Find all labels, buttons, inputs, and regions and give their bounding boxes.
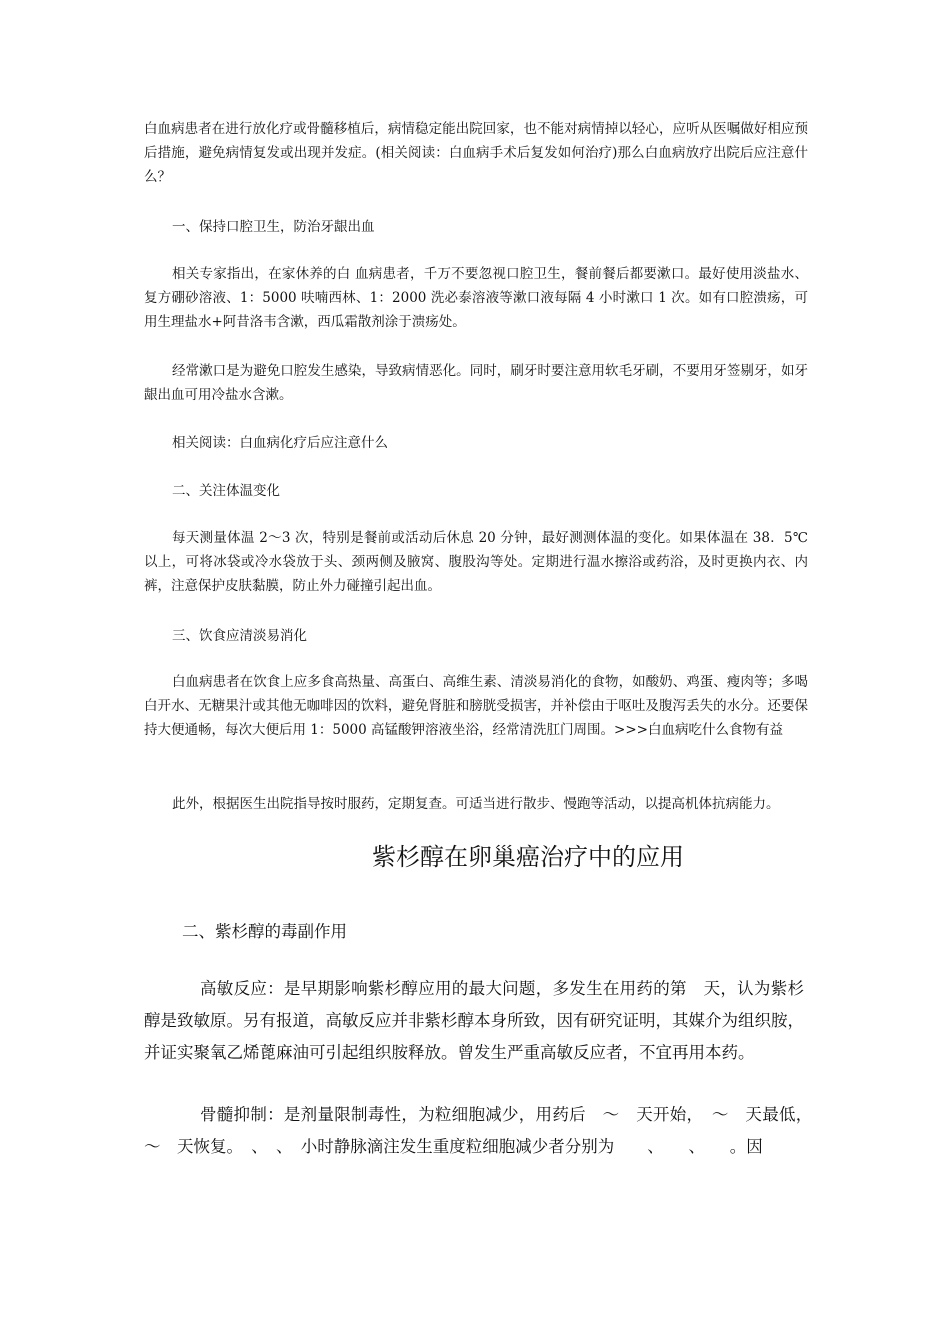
section-heading-oral-hygiene: 一、保持口腔卫生，防治牙龈出血 (172, 219, 375, 235)
paragraph-mouthwash: 经常漱口是为避免口腔发生感染，导致病情恶化。同时，刷牙时要注意用软毛牙刷，不要用牙签剔牙，如牙龈出血可用冷盐水含漱。 (144, 363, 808, 403)
paragraph-bone-marrow: 骨髓抑制：是剂量限制毒性，为粒细胞减少，用药后 ～ 天开始， ～ 天最低， ～ 天恢复。 、 、 小时静脉滴注发生重度粒细胞减少者分别为 、 、 。因 (144, 1105, 821, 1156)
related-reading-link[interactable]: 相关阅读：白血病化疗后应注意什么 (172, 435, 388, 451)
article-title: 紫杉醇在卵巢癌治疗中的应用 (372, 843, 684, 871)
paragraph-temperature: 每天测量体温 2～3 次，特别是餐前或活动后休息 20 分钟，最好测测体温的变化。如果体温在 38．5℃以上，可将冰袋或冷水袋放于头、颈两侧及腋窝、腹股沟等处。定期进行温水擦浴或药浴，及时更换内衣、内裤，注意保护皮肤黏膜，防止外力碰撞引起出血。 (144, 530, 808, 594)
section-heading-temperature: 二、关注体温变化 (172, 483, 280, 499)
paragraph-follow-up: 此外，根据医生出院指导按时服药，定期复查。可适当进行散步、慢跑等活动，以提高机体抗病能力。 (172, 796, 780, 812)
intro-paragraph: 白血病患者在进行放化疗或骨髓移植后，病情稳定能出院回家，也不能对病情掉以轻心，应听从医嘱做好相应预后措施，避免病情复发或出现并发症。(相关阅读：白血病手术后复发如何治疗)那么白血病放疗出院后应注意什么？ (144, 121, 808, 185)
section-heading-diet: 三、饮食应清淡易消化 (172, 628, 307, 644)
paragraph-hypersensitivity: 高敏反应：是早期影响紫杉醇应用的最大问题，多发生在用药的第 天，认为紫杉醇是致敏原。另有报道，高敏反应并非紫杉醇本身所致，因有研究证明，其媒介为组织胺，并证实聚氧乙烯蓖麻油可引起组织胺释放。曾发生严重高敏反应者，不宜再用本药。 (144, 979, 804, 1062)
paragraph-diet: 白血病患者在饮食上应多食高热量、高蛋白、高维生素、清淡易消化的食物，如酸奶、鸡蛋、瘦肉等；多喝白开水、无糖果汁或其他无咖啡因的饮料，避免肾脏和膀胱受损害，并补偿由于呕吐及腹泻丢失的水分。还要保持大便通畅，每次大便后用 1：5000 高锰酸钾溶液坐浴，经常清洗肛门周围。>>>白血病吃什么食物有益 (144, 674, 808, 738)
paragraph-oral-hygiene: 相关专家指出，在家休养的白 血病患者，千万不要忽视口腔卫生，餐前餐后都要漱口。最好使用淡盐水、复方硼砂溶液、1：5000 呋喃西林、1：2000 洗必泰溶液等漱口液每隔 4 小时漱口 1 次。如有口腔溃疡，可用生理盐水+阿昔洛韦含漱，西瓜霜散剂涂于溃疡处。 (144, 266, 808, 330)
section-heading-side-effects: 二、紫杉醇的毒副作用 (182, 922, 347, 941)
